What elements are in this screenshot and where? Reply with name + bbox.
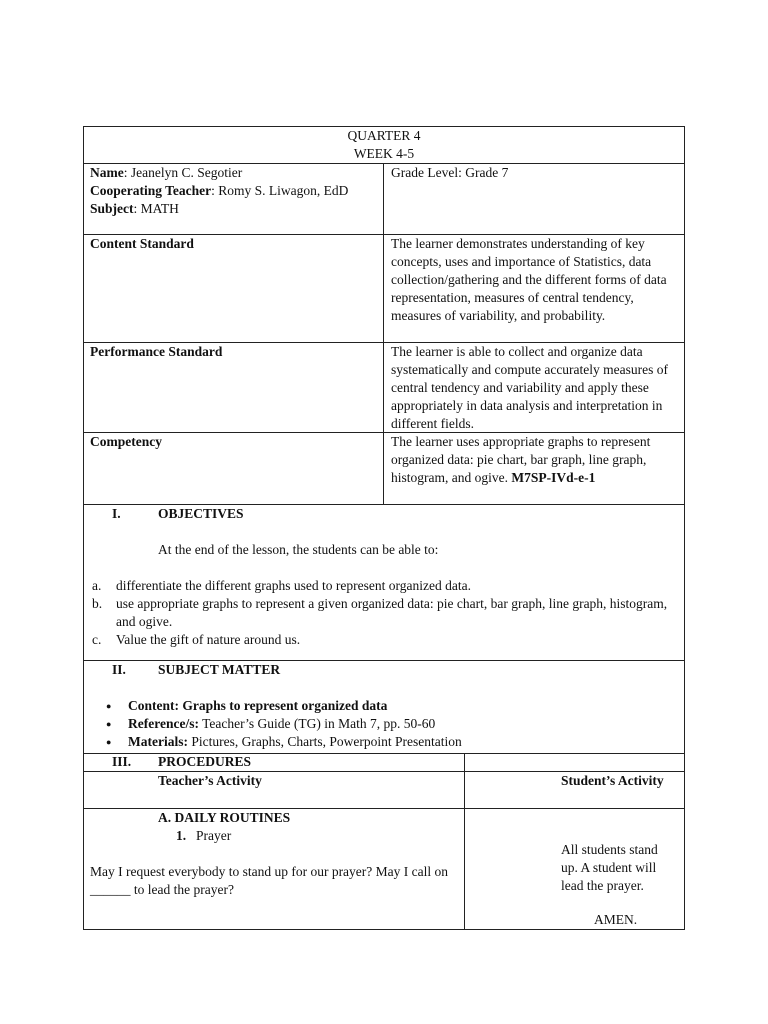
content-standard-text: The learner demonstrates understanding of key concepts, uses and importance of Statistics, data collection/gathering and the different forms of data representation, measures of central tendency, measures of variability, and probability.: [391, 236, 667, 323]
name-value: : Jeanelyn C. Segotier: [123, 165, 243, 180]
subject-matter-section: [83, 661, 683, 751]
list-item: ● Content: Graphs to represent organized data: [102, 697, 676, 715]
subject-value: : MATH: [133, 201, 179, 216]
student-activity-cell: [465, 809, 683, 929]
header-cell: [83, 127, 685, 163]
procedures-title: PROCEDURES: [158, 754, 252, 769]
procedures-number: III.: [112, 754, 132, 769]
quarter-label: QUARTER 4: [347, 128, 421, 143]
objectives-section: [83, 505, 683, 649]
performance-standard-label: Performance Standard: [90, 344, 223, 359]
competency-label: Competency: [90, 434, 162, 449]
info-cell: [83, 164, 383, 218]
step-number: 1.: [176, 828, 187, 843]
student-prayer-text: All students stand up. A student will lead the prayer.: [561, 842, 658, 893]
competency-code: M7SP-IVd-e-1: [511, 470, 596, 485]
objectives-intro: At the end of the lesson, the students can be able to:: [158, 542, 439, 557]
teacher-activity-cell: [83, 809, 465, 899]
teacher-prayer-text: May I request everybody to stand up for our prayer? May I call on ______ to lead the prayer?: [90, 864, 449, 897]
teacher-value: : Romy S. Liwagon, EdD: [211, 183, 349, 198]
daily-routines-heading: A. DAILY ROUTINES: [158, 810, 291, 825]
list-item: ● Reference/s: Teacher’s Guide (TG) in Math 7, pp. 50-60: [102, 715, 676, 733]
subject-matter-title: SUBJECT MATTER: [158, 662, 281, 677]
list-item: ● Materials: Pictures, Graphs, Charts, Powerpoint Presentation: [102, 733, 676, 751]
subject-matter-number: II.: [112, 662, 126, 677]
list-item: c. Value the gift of nature around us.: [92, 632, 301, 647]
content-standard-label: Content Standard: [90, 236, 194, 251]
procedures-heading: [83, 753, 463, 771]
subject-matter-list: [90, 697, 676, 751]
objectives-list: [90, 577, 676, 649]
student-activity-header: Student’s Activity: [561, 773, 664, 788]
list-item: a. differentiate the different graphs used to represent organized data.: [92, 578, 471, 593]
teacher-label: Cooperating Teacher: [90, 183, 212, 198]
competency-text: The learner uses appropriate graphs to represent organized data: pie chart, bar graph, line graph, histogram, and ogive.: [391, 434, 651, 485]
week-label: WEEK 4-5: [353, 146, 415, 161]
grade-level: Grade Level: Grade 7: [391, 165, 509, 180]
prayer-step: Prayer: [196, 828, 232, 843]
teacher-activity-header: Teacher’s Activity: [158, 773, 262, 788]
amen-text: AMEN.: [594, 912, 638, 927]
performance-standard-text: The learner is able to collect and organize data systematically and compute accurately measures of central tendency and variability and apply these appropriately in data analysis and interpretation in different fields.: [391, 344, 669, 431]
subject-label: Subject: [90, 201, 134, 216]
competency-cell: [384, 433, 684, 487]
objectives-title: OBJECTIVES: [158, 506, 244, 521]
name-label: Name: [90, 165, 124, 180]
list-item: b. use appropriate graphs to represent a given organized data: pie chart, bar graph, line graph, histogram, and ogive.: [92, 596, 668, 629]
objectives-number: I.: [112, 506, 121, 521]
